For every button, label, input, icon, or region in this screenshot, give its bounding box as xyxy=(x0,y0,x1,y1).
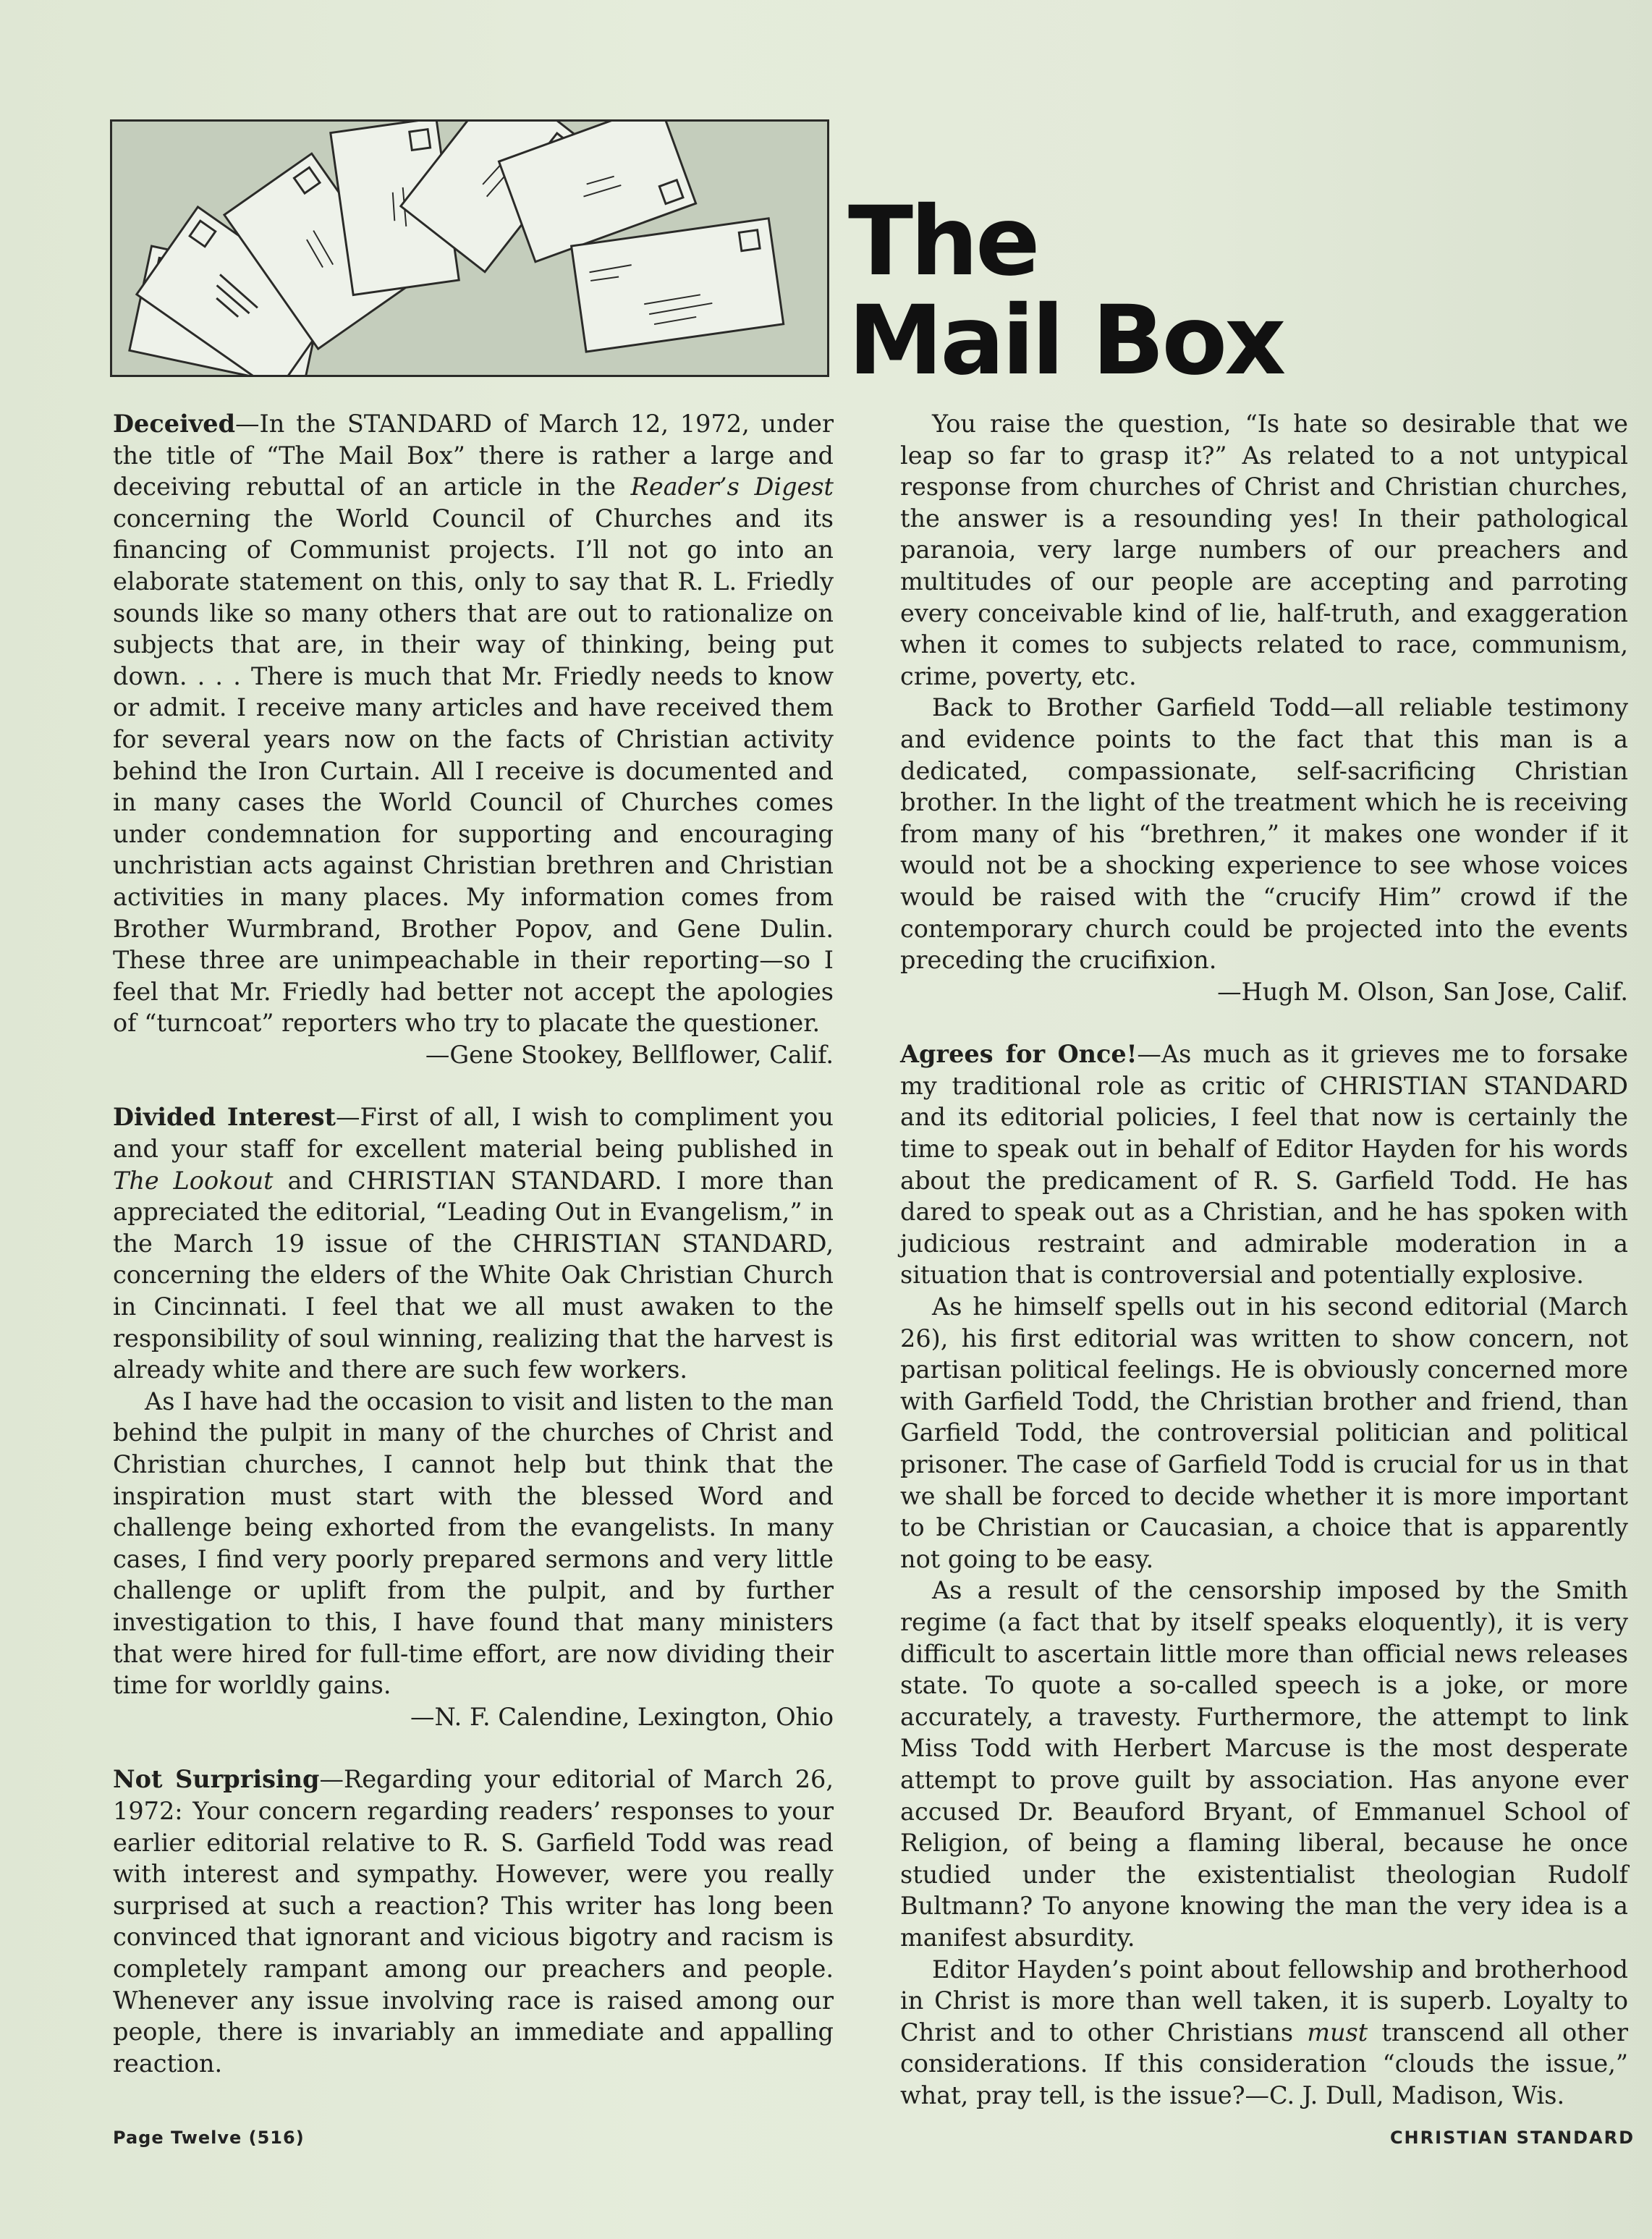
letter-signature: —Hugh M. Olson, San Jose, Calif. xyxy=(1217,977,1628,1006)
letter-paragraph: Back to Brother Garfield Todd—all reliable testimony and evidence points to the fact that this man is a dedicated, compassionate, self-sacrificing Christian brother. In the light of the treatment which he is receiving from many of his “brethren,” it makes one wonder if it would not be a shocking experience to see whose voices would be raised with the “crucify Him” crowd if the contemporary church could be projected into the events preceding the crucifixion. xyxy=(900,693,1628,975)
publication-footer: CHRISTIAN STANDARD xyxy=(1389,2128,1635,2148)
letter-body: First of all, I wish to compliment you and your staff for excellent material being published in xyxy=(113,1103,834,1164)
letter-signature: —Gene Stookey, Bellflower, Calif. xyxy=(425,1040,834,1069)
publication-name: Reader’s Digest xyxy=(630,473,834,501)
letter-body: concerning the World Council of Churches and its financing of Communist projects. I’ll not go into an elaborate statement on this, only to say that R. L. Friedly sounds like so many others that are out to rationalize on subjects that are, in their way of thinking, being put down. . . . There is much that Mr. Friedly needs to know or admit. I receive many articles and have received them for several years now on the facts of Christian activity behind the Iron Curtain. All I receive is documented and in many cases the World Council of Churches comes under condemnation for supporting and encouraging unchristian acts against Christian brethren and Christian activities in many places. My information comes from Brother Wurmbrand, Brother Popov, and Gene Dulin. These three are unimpeachable in their reporting—so I feel that Mr. Friedly had better not accept the apologies of “turncoat” reporters who try to placate the questioner. xyxy=(113,504,834,1038)
letter-body: As much as it grieves me to forsake my traditional role as critic of CHRISTIAN STANDARD and its editorial policies, I feel that now is certainly the time to speak out in behalf of Editor Hayden for his words about the predicament of R. S. Garfield Todd. He has dared to speak out as a Christian, and he has spoken with judicious restraint and admirable moderation in a situation that is controversial and potentially explosive. xyxy=(900,1040,1628,1290)
letter-not-surprising: Not Surprising—Regarding your editorial of March 26, 1972: Your concern regarding readers’ responses to your earlier editorial relative to R. S. Garfield Todd was read with interest and sympathy. However, were you really surprised at such a reaction? This writer has long been convinced that ignorant and vicious bigotry and racism is completely rampant among our preachers and people. Whenever any issue involving race is raised among our people, there is invariably an immediate and appalling reaction. xyxy=(113,1765,834,2078)
letter-paragraph: As I have had the occasion to visit and listen to the man behind the pulpit in many of the churches of Christ and Christian churches, I cannot help but think that the inspiration must start with the blessed Word and challenge being exhorted from the evangelists. In many cases, I find very poorly prepared sermons and very little challenge or uplift from the pulpit, and by further investigation to this, I have found that many ministers that were hired for full-time effort, are now dividing their time for worldly gains. xyxy=(113,1387,834,1700)
letter-paragraph: As he himself spells out in his second editorial (March 26), his first editorial was written to show concern, not partisan political feelings. He is obviously concerned more with Garfield Todd, the Christian brother and friend, than Garfield Todd, the controversial politician and political prisoner. The case of Garfield Todd is crucial for us in that we shall be forced to decide whether it is more important to be Christian or Caucasian, a choice that is apparently not going to be easy. xyxy=(900,1292,1628,1573)
letter-signature: —N. F. Calendine, Lexington, Ohio xyxy=(410,1702,834,1731)
envelopes-illustration-icon xyxy=(112,122,827,375)
letter-body: and CHRISTIAN STANDARD. I more than appreciated the editorial, “Leading Out in Evangelism,” in the March 19 issue of the CHRISTIAN STANDARD, concerning the elders of the White Oak Christian Church in Cincinnati. I feel that we all must awaken to the responsibility of soul winning, realizing that the harvest is already white and there are such few workers. xyxy=(113,1166,834,1384)
letter-divided-interest: Divided Interest—First of all, I wish to compliment you and your staff for excellent material being published in The Lookout and CHRISTIAN STANDARD. I more than appreciated the editorial, “Leading Out in Evangelism,” in the March 19 issue of the CHRISTIAN STANDARD, concerning the elders of the White Oak Christian Church in Cincinnati. I feel that we all must awaken to the responsibility of soul winning, realizing that the harvest is already white and there are such few workers. xyxy=(113,1103,834,1384)
right-column xyxy=(900,408,1628,2111)
page-number: Page Twelve (516) xyxy=(113,2128,305,2148)
page-title-line-1: The xyxy=(848,186,1038,297)
letter-heading: Not Surprising xyxy=(113,1765,320,1794)
letter-body: transcend all other considerations. If this consideration “clouds the issue,” what, pray tell, is the issue?—C. J. Dull, Madison, Wis. xyxy=(900,2018,1629,2109)
page-title-line-2: Mail Box xyxy=(848,285,1284,397)
publication-name: The Lookout xyxy=(113,1166,274,1195)
emphasis: must xyxy=(1307,2018,1368,2047)
letter-body: Regarding your editorial of March 26, 1972: Your concern regarding readers’ responses to your earlier editorial relative to R. S. Garfield Todd was read with interest and sympathy. However, were you really surprised at such a reaction? This writer has long been convinced that ignorant and vicious bigotry and racism is completely rampant among our preachers and people. Whenever any issue involving race is raised among our people, there is invariably an immediate and appalling reaction. xyxy=(113,1765,834,2078)
letter-deceived: Deceived—In the STANDARD of March 12, 1972, under the title of “The Mail Box” there is rather a large and deceiving rebuttal of an article in the Reader’s Digest concerning the World Council of Churches and its financing of Communist projects. I’ll not go into an elaborate statement on this, only to say that R. L. Friedly sounds like so many others that are out to rationalize on subjects that are, in their way of thinking, being put down. . . . There is much that Mr. Friedly needs to know or admit. I receive many articles and have received them for several years now on the facts of Christian activity behind the Iron Curtain. All I receive is documented and in many cases the World Council of Churches comes under condemnation for supporting and encouraging unchristian acts against Christian brethren and Christian activities in many places. My information comes from Brother Wurmbrand, Brother Popov, and Gene Dulin. These three are unimpeachable in their reporting—so I feel that Mr. Friedly had better not accept the apologies of “turncoat” reporters who try to placate the questioner. xyxy=(113,410,834,1038)
letter-paragraph: You raise the question, “Is hate so desirable that we leap so far to grasp it?” As related to a not untypical response from churches of Christ and Christian churches, the answer is a resounding yes! In their pathological paranoia, very large numbers of our preachers and multitudes of our people are accepting and parroting every conceivable kind of lie, half-truth, and exaggeration when it comes to subjects related to race, communism, crime, poverty, etc. xyxy=(900,410,1628,690)
letter-paragraph xyxy=(900,1954,1628,2112)
left-column xyxy=(113,408,834,2079)
envelopes-illustration xyxy=(110,119,829,377)
letter-body: In the STANDARD of March 12, 1972, under the title of “The Mail Box” there is rather a large and deceiving rebuttal of an article in the xyxy=(113,410,834,501)
letter-heading: Deceived xyxy=(113,410,236,438)
letter-paragraph: As a result of the censorship imposed by the Smith regime (a fact that by itself speaks eloquently), it is very difficult to ascertain little more than official news releases state. To quote a so-called speech is a joke, or more accurately, a travesty. Furthermore, the attempt to link Miss Todd with Herbert Marcuse is the most desperate attempt to prove guilt by association. Has anyone ever accused Dr. Beauford Bryant, of Emmanuel School of Religion, of being a flaming liberal, because he once studied under the existentialist theologian Rudolf Bultmann? To anyone knowing the man the very idea is a manifest absurdity. xyxy=(900,1576,1628,1952)
letter-heading: Agrees for Once! xyxy=(900,1040,1138,1069)
letter-agrees-for-once: Agrees for Once!—As much as it grieves me to forsake my traditional role as critic of CHRISTIAN STANDARD and its editorial policies, I feel that now is certainly the time to speak out in behalf of Editor Hayden for his words about the predicament of R. S. Garfield Todd. He has dared to speak out as a Christian, and he has spoken with judicious restraint and admirable moderation in a situation that is controversial and potentially explosive. xyxy=(900,1040,1628,1290)
letter-body: Editor Hayden’s point about fellowship and brotherhood in Christ is more than well taken, it is superb. Loyalty to Christ and to other Christians xyxy=(900,1955,1628,2047)
letter-heading: Divided Interest xyxy=(113,1103,336,1132)
